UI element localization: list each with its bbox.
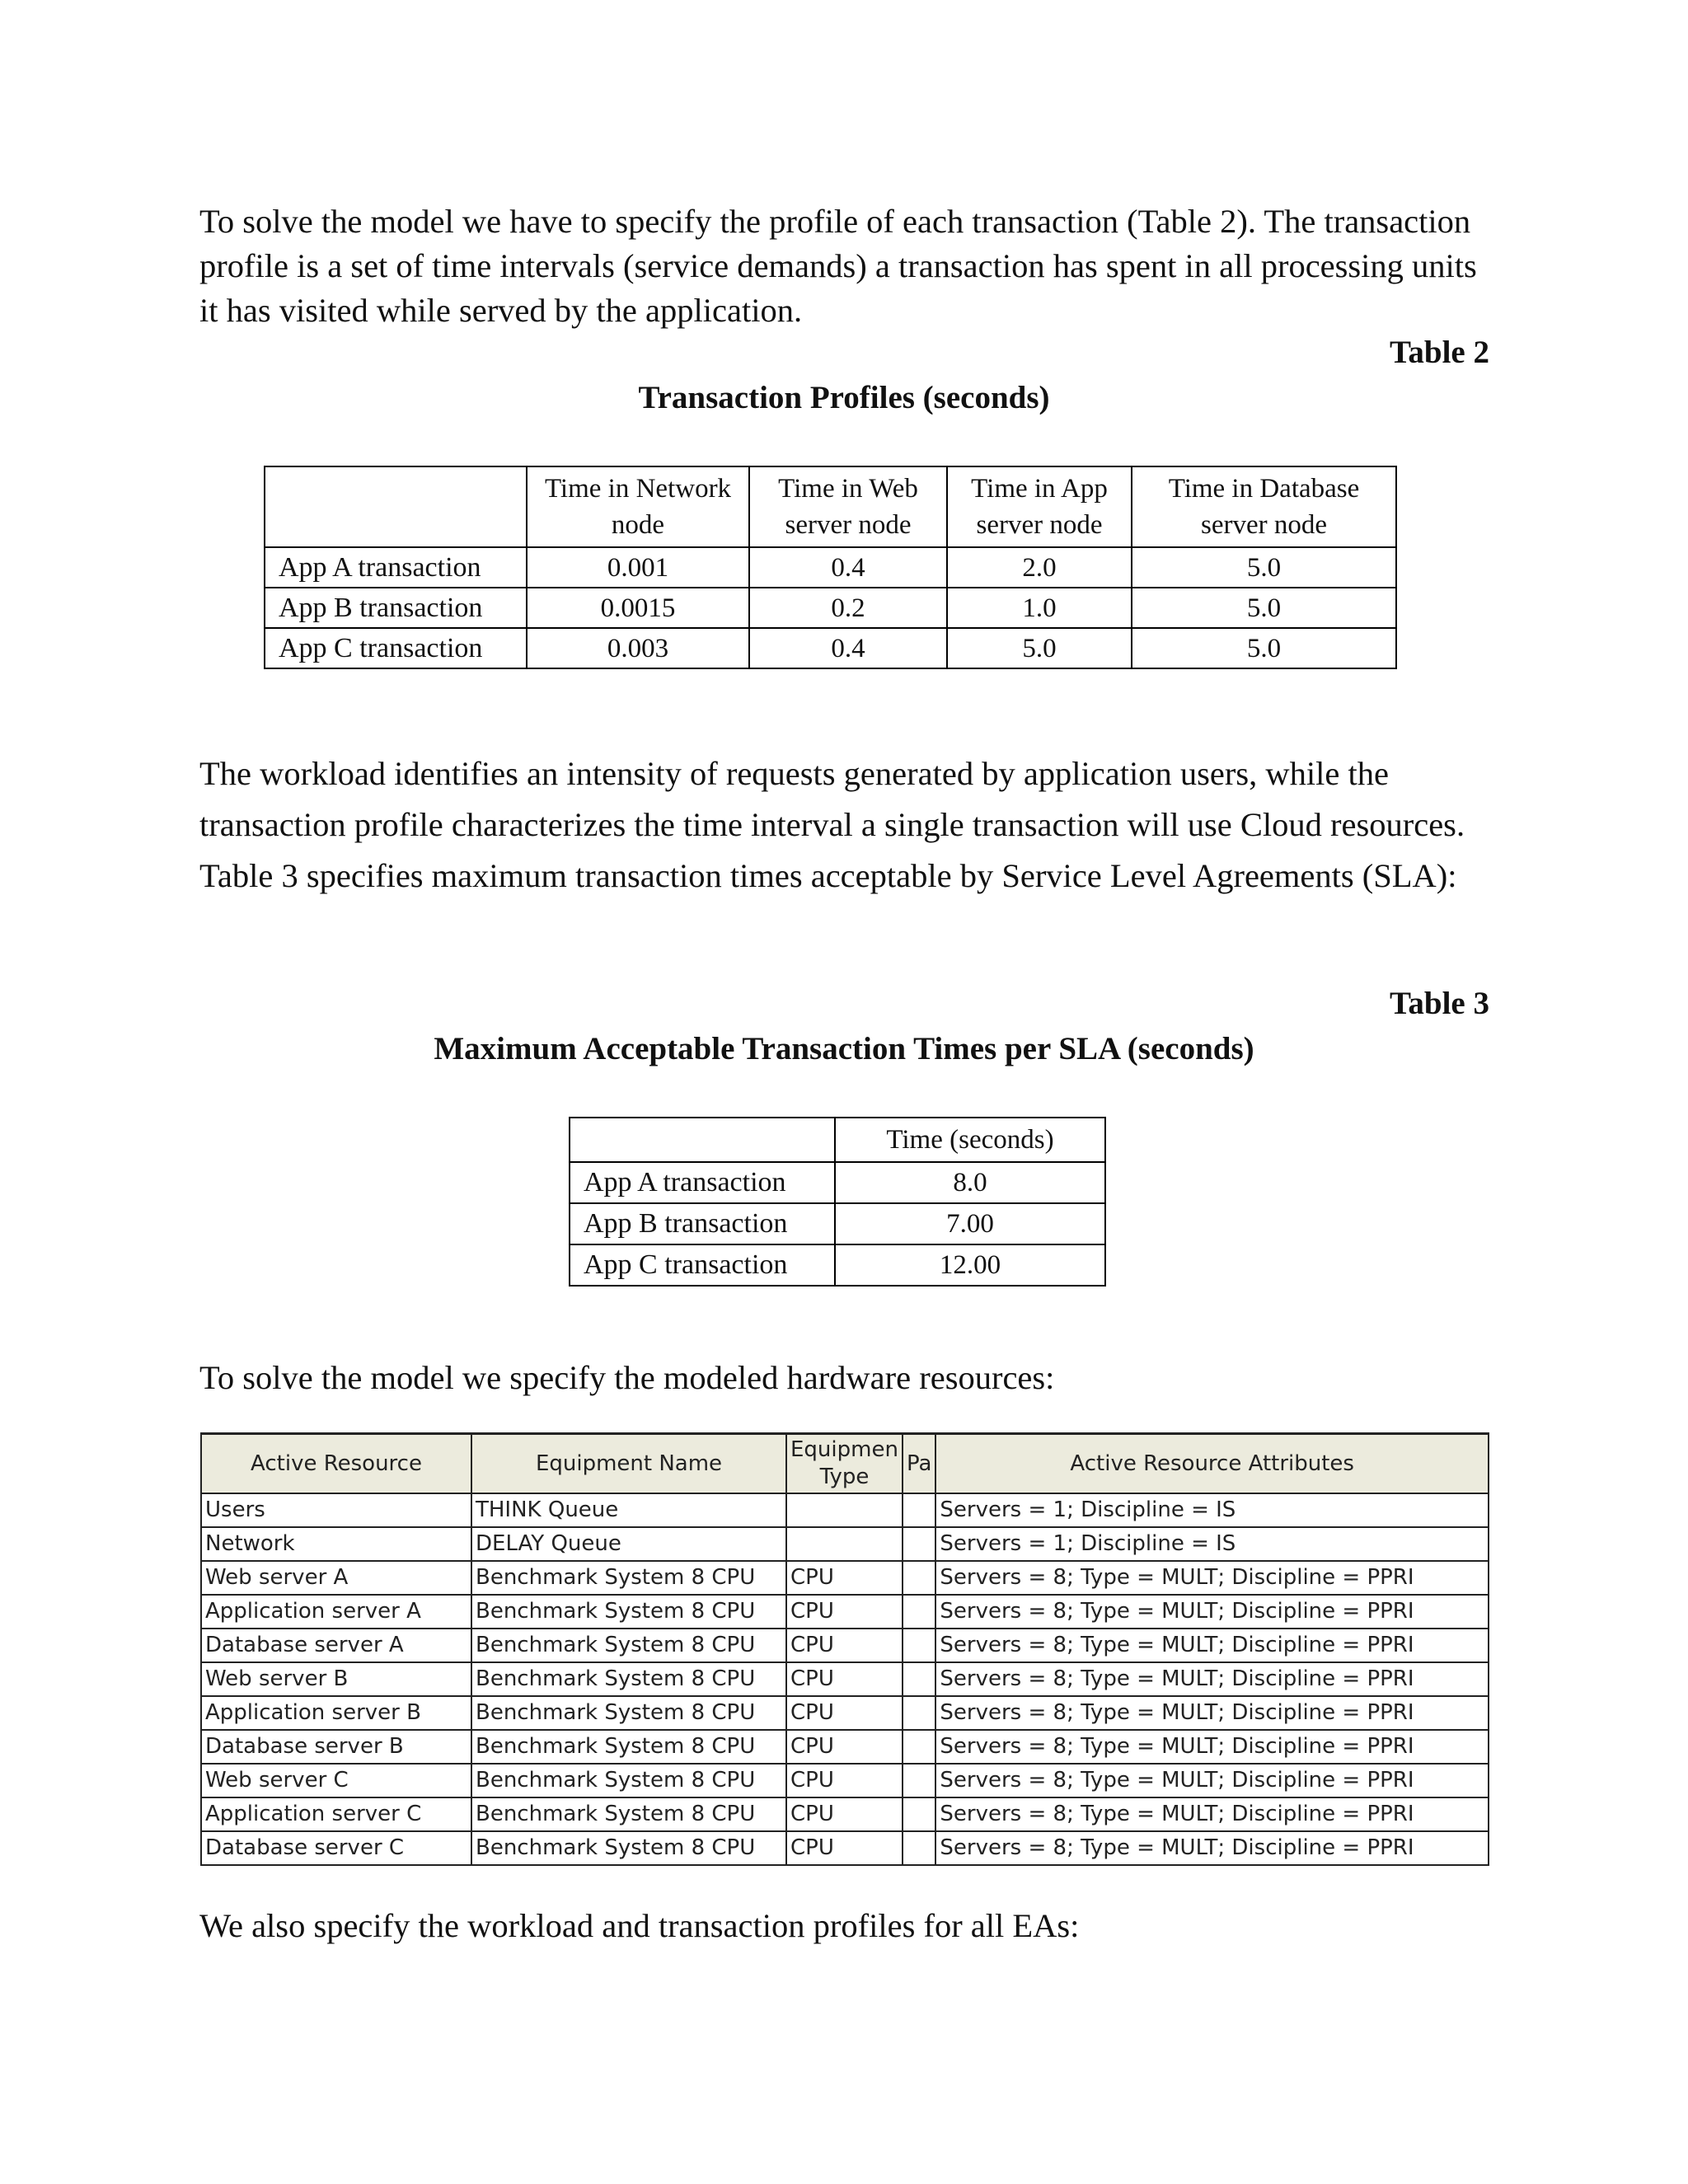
table2-title: Transaction Profiles (seconds) [638,380,1050,415]
cell-attributes: Servers = 8; Type = MULT; Discipline = PPRI [935,1629,1489,1662]
intro-paragraph: To solve the model we have to specify the profile of each transaction (Table 2). The transaction profile is a set of time intervals (service demands) a transaction has spent in all processing units it has visited while served by the application. [199,203,1477,329]
cell-pa [903,1527,935,1561]
cell-attributes: Servers = 8; Type = MULT; Discipline = PPRI [935,1561,1489,1595]
hardware-resources-body [201,1493,1489,1865]
cell-equipment-name: Benchmark System 8 CPU [471,1595,786,1629]
cell-app: 1.0 [947,588,1132,628]
cell-web: 0.4 [749,628,947,668]
cell-network: 0.001 [527,547,749,588]
cell-app: 5.0 [947,628,1132,668]
table3-header-blank [570,1118,835,1162]
cell-equipment-type: CPU [786,1561,903,1595]
cell-active-resource: Application server C [201,1797,471,1831]
cell-pa [903,1696,935,1730]
cell-app: 2.0 [947,547,1132,588]
cell-database: 5.0 [1132,628,1396,668]
row-label: App C transaction [570,1244,835,1286]
table-row [201,1764,1489,1797]
cell-attributes: Servers = 1; Discipline = IS [935,1527,1489,1561]
cell-active-resource: Application server B [201,1696,471,1730]
res-header-attributes: Active Resource Attributes [935,1434,1489,1494]
cell-pa [903,1629,935,1662]
cell-attributes: Servers = 8; Type = MULT; Discipline = PPRI [935,1595,1489,1629]
cell-pa [903,1730,935,1764]
cell-equipment-type: CPU [786,1629,903,1662]
cell-active-resource: Database server C [201,1831,471,1865]
table-row [201,1493,1489,1527]
workload-paragraph: The workload identifies an intensity of requests generated by application users, while the transaction profile characterizes the time interval a single transaction will use Cloud resources. Table 3 specifies maximum transaction times acceptable by Service Level Agreements (SLA): [199,755,1465,894]
table-row [265,547,1396,588]
cell-active-resource: Web server B [201,1662,471,1696]
table-row [570,1203,1105,1244]
cell-equipment-name: Benchmark System 8 CPU [471,1831,786,1865]
cell-attributes: Servers = 8; Type = MULT; Discipline = PPRI [935,1696,1489,1730]
hardware-resources-table [200,1432,1489,1866]
cell-equipment-type: CPU [786,1797,903,1831]
table-row [201,1662,1489,1696]
cell-equipment-name: Benchmark System 8 CPU [471,1797,786,1831]
row-label: App B transaction [265,588,527,628]
cell-attributes: Servers = 8; Type = MULT; Discipline = PPRI [935,1730,1489,1764]
cell-network: 0.003 [527,628,749,668]
table2-header-web: Time in Web server node [749,466,947,547]
cell-time: 12.00 [835,1244,1105,1286]
hardware-paragraph: To solve the model we specify the modeled hardware resources: [199,1359,1055,1396]
cell-equipment-name: DELAY Queue [471,1527,786,1561]
cell-time: 8.0 [835,1162,1105,1203]
res-header-pa: Pa [903,1434,935,1494]
closing-paragraph: We also specify the workload and transaction profiles for all EAs: [199,1907,1080,1944]
table3-header-time: Time (seconds) [835,1118,1105,1162]
cell-equipment-name: Benchmark System 8 CPU [471,1696,786,1730]
cell-active-resource: Database server A [201,1629,471,1662]
table-row [201,1595,1489,1629]
cell-equipment-name: Benchmark System 8 CPU [471,1629,786,1662]
transaction-profiles-table [264,466,1397,669]
table-row [201,1629,1489,1662]
cell-pa [903,1764,935,1797]
cell-equipment-type: CPU [786,1831,903,1865]
cell-active-resource: Database server B [201,1730,471,1764]
sla-times-table [569,1117,1106,1286]
cell-pa [903,1797,935,1831]
cell-active-resource: Network [201,1527,471,1561]
cell-equipment-name: Benchmark System 8 CPU [471,1730,786,1764]
table2-header-network: Time in Network node [527,466,749,547]
cell-equipment-type: CPU [786,1730,903,1764]
res-header-active-resource: Active Resource [201,1434,471,1494]
cell-equipment-type: CPU [786,1595,903,1629]
table2-header-database: Time in Database server node [1132,466,1396,547]
cell-equipment-name: Benchmark System 8 CPU [471,1561,786,1595]
row-label: App A transaction [570,1162,835,1203]
cell-equipment-type: CPU [786,1764,903,1797]
cell-web: 0.2 [749,588,947,628]
table-row [201,1797,1489,1831]
cell-equipment-name: THINK Queue [471,1493,786,1527]
cell-equipment-name: Benchmark System 8 CPU [471,1662,786,1696]
cell-database: 5.0 [1132,547,1396,588]
cell-time: 7.00 [835,1203,1105,1244]
cell-equipment-name: Benchmark System 8 CPU [471,1764,786,1797]
cell-pa [903,1493,935,1527]
table-row [201,1696,1489,1730]
table-row [201,1561,1489,1595]
table-row [201,1730,1489,1764]
cell-database: 5.0 [1132,588,1396,628]
row-label: App C transaction [265,628,527,668]
row-label: App B transaction [570,1203,835,1244]
res-header-equipment-type: Equipmen Type [786,1434,903,1494]
cell-web: 0.4 [749,547,947,588]
table-row [570,1162,1105,1203]
table-row [201,1527,1489,1561]
table2-label: Table 2 [1389,335,1489,370]
table2-header-blank [265,466,527,547]
table-row [201,1831,1489,1865]
cell-attributes: Servers = 8; Type = MULT; Discipline = PPRI [935,1764,1489,1797]
cell-attributes: Servers = 1; Discipline = IS [935,1493,1489,1527]
cell-active-resource: Users [201,1493,471,1527]
cell-equipment-type [786,1493,903,1527]
cell-active-resource: Web server C [201,1764,471,1797]
table2-header-app: Time in App server node [947,466,1132,547]
cell-pa [903,1831,935,1865]
res-header-equipment-name: Equipment Name [471,1434,786,1494]
table-row [265,588,1396,628]
cell-active-resource: Web server A [201,1561,471,1595]
cell-attributes: Servers = 8; Type = MULT; Discipline = PPRI [935,1797,1489,1831]
cell-pa [903,1561,935,1595]
cell-equipment-type: CPU [786,1696,903,1730]
cell-pa [903,1595,935,1629]
cell-active-resource: Application server A [201,1595,471,1629]
cell-attributes: Servers = 8; Type = MULT; Discipline = PPRI [935,1662,1489,1696]
table3-label: Table 3 [1389,986,1489,1021]
hardware-resources-table-wrapper [200,1432,1489,1869]
cell-equipment-type [786,1527,903,1561]
table3-title: Maximum Acceptable Transaction Times per SLA (seconds) [434,1031,1254,1066]
cell-attributes: Servers = 8; Type = MULT; Discipline = PPRI [935,1831,1489,1865]
table-row [265,628,1396,668]
row-label: App A transaction [265,547,527,588]
cell-equipment-type: CPU [786,1662,903,1696]
table-row [570,1244,1105,1286]
cell-pa [903,1662,935,1696]
cell-network: 0.0015 [527,588,749,628]
